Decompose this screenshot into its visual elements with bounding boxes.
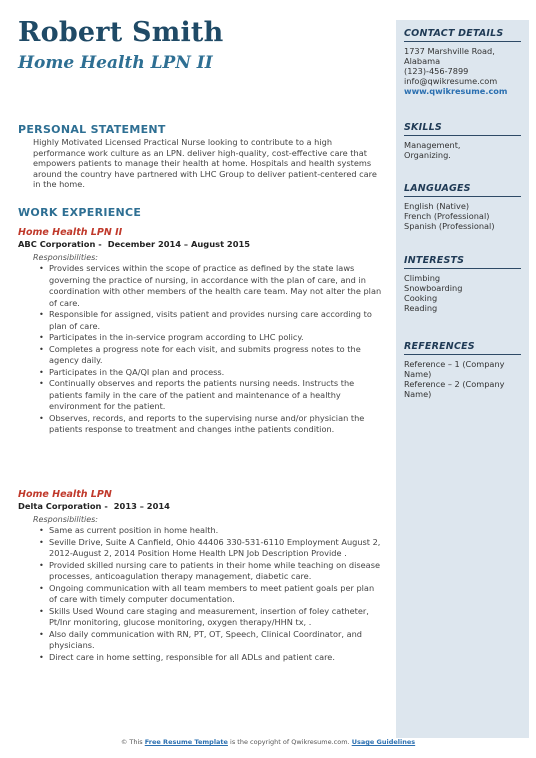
contact-phone: (123)-456-7899: [404, 66, 469, 76]
responsibilities-list: [39, 263, 384, 436]
responsibilities-list: [39, 525, 384, 663]
list-item: • Completes a progress note for each visit, and submits progress notes to the agency daily.: [39, 344, 384, 367]
personal-statement-text: Highly Motivated Licensed Practical Nurse looking to contribute to a high performance work culture as an LPN. deliver high-quality, cost-effective care that empowers patients to manage their health at home. Hospitals and health systems around the country have partnered with LHC Group to deliver patient-centered care in the home.: [33, 137, 377, 189]
work-experience-heading: WORK EXPERIENCE: [18, 206, 142, 219]
skills-heading: SKILLS: [404, 122, 521, 136]
list-item: • Direct care in home setting, responsible for all ADLs and patient care.: [39, 652, 384, 664]
contact-email[interactable]: info@qwikresume.com: [404, 76, 498, 86]
list-item: Cooking: [404, 293, 438, 303]
list-item: • Also daily communication with RN, PT, OT, Speech, Clinical Coordinator, and physicians.: [39, 629, 384, 652]
job-entry: [18, 489, 388, 663]
job-dates: December 2014 – August 2015: [107, 239, 251, 249]
interests-list: [404, 273, 521, 313]
sidebar: [396, 20, 529, 738]
responsibilities-label: Responsibilities:: [33, 253, 98, 262]
usage-guidelines-link[interactable]: Usage Guidelines: [351, 738, 416, 746]
list-item: French (Professional): [404, 211, 490, 221]
list-item: Spanish (Professional): [404, 221, 495, 231]
list-item: • Ongoing communication with all team members to meet patient goals per plan of care with timely computer documentation.: [39, 583, 384, 606]
languages-section: [404, 183, 521, 231]
job-company: ABC Corporation -: [18, 239, 102, 249]
list-item: English (Native): [404, 201, 470, 211]
responsibilities-label: Responsibilities:: [33, 515, 98, 524]
job-company: Delta Corporation -: [18, 501, 108, 511]
job-company-line: [18, 501, 388, 512]
list-item: • Observes, records, and reports to the supervising nurse and/or physician the patients response to treatment and changes inthe patients condition.: [39, 413, 384, 436]
list-item: • Participates in the in-service program according to LHC policy.: [39, 332, 384, 344]
candidate-title: Home Health LPN II: [18, 53, 213, 73]
candidate-name: Robert Smith: [18, 17, 224, 48]
job-dates: 2013 – 2014: [113, 501, 170, 511]
list-item: • Continually observes and reports the patients nursing needs. Instructs the patients family in the care of the patient and maintenance of a healthy environment for the patient.: [39, 378, 384, 413]
list-item: • Seville Drive, Suite A Canfield, Ohio 44406 330-531-6110 Employment August 2, 2012-August 2, 2014 Position Home Health LPN Job Description Provide .: [39, 537, 384, 560]
footer: [0, 738, 536, 746]
list-item: • Provided skilled nursing care to patients in their home while teaching on disease processes, anticoagulation therapy management, diabetic care.: [39, 560, 384, 583]
personal-statement-heading: PERSONAL STATEMENT: [18, 123, 166, 136]
list-item: • Participates in the QA/QI plan and process.: [39, 367, 384, 379]
list-item: Climbing: [404, 273, 441, 283]
list-item: Reading: [404, 303, 438, 313]
free-resume-template-link[interactable]: Free Resume Template: [144, 738, 228, 746]
list-item: Reference – 1 (Company Name): [404, 359, 505, 379]
job-company-line: [18, 239, 388, 250]
list-item: Snowboarding: [404, 283, 463, 293]
interests-heading: INTERESTS: [404, 255, 521, 269]
list-item: • Same as current position in home health.: [39, 525, 384, 537]
footer-copyright-text: is the copyright of Qwikresume.com.: [230, 738, 350, 746]
references-heading: REFERENCES: [404, 341, 521, 355]
interests-section: [404, 255, 521, 313]
list-item: • Provides services within the scope of practice as defined by the state laws governing the practice of nursing, in accordance with the plan of care, and in coordination with other members of the health care team. May not alter the plan of care.: [39, 263, 384, 309]
contact-section: [404, 28, 521, 96]
list-item: • Responsible for assigned, visits patient and provides nursing care according to plan of care.: [39, 309, 384, 332]
contact-website-link[interactable]: www.qwikresume.com: [404, 86, 508, 96]
list-item: • Skills Used Wound care staging and measurement, insertion of foley catheter, Pt/Inr monitoring, glucose monitoring, oxygen therapy/HHN tx, .: [39, 606, 384, 629]
list-item: Reference – 2 (Company Name): [404, 379, 505, 399]
job-entry: [18, 227, 388, 436]
contact-address: 1737 Marshville Road, Alabama: [404, 46, 495, 66]
skills-text: Management, Organizing.: [404, 140, 461, 160]
languages-list: [404, 201, 521, 231]
contact-heading: CONTACT DETAILS: [404, 28, 521, 42]
references-section: [404, 341, 521, 399]
languages-heading: LANGUAGES: [404, 183, 521, 197]
skills-section: [404, 122, 521, 160]
job-title: Home Health LPN II: [18, 227, 123, 238]
contact-details: [404, 46, 521, 96]
job-title: Home Health LPN: [18, 489, 112, 500]
footer-prefix: © This: [120, 738, 143, 746]
references-list: [404, 359, 521, 399]
